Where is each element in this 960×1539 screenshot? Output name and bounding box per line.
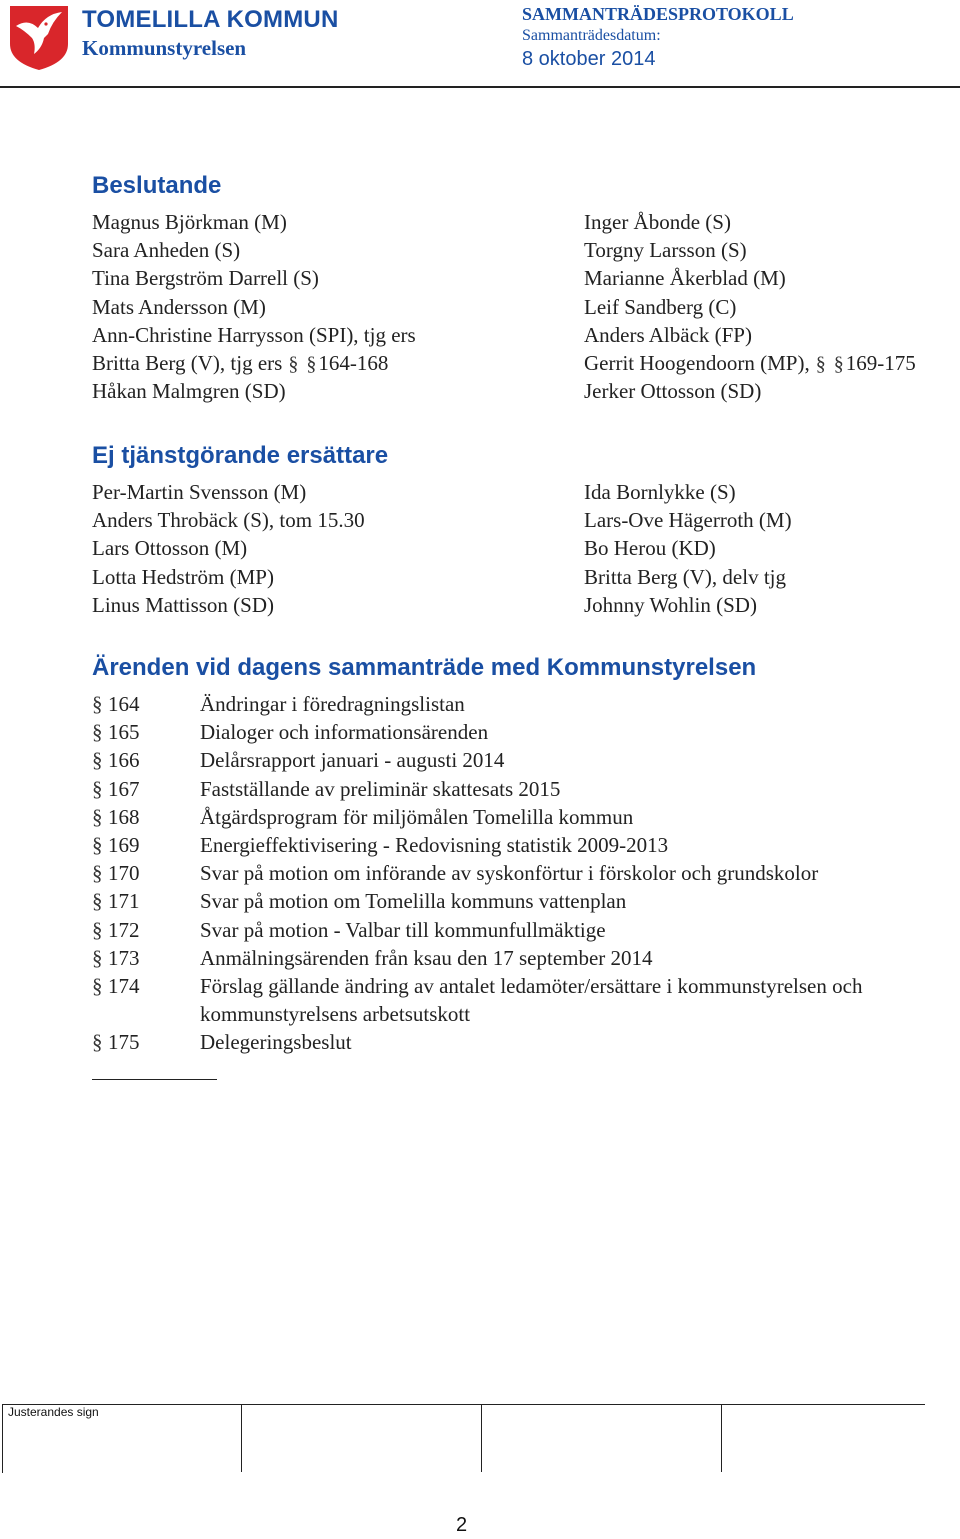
agenda-number: 175 (108, 1030, 140, 1055)
member-name: Ann-Christine Harrysson (SPI), tjg ers (92, 322, 416, 347)
agenda-number: 171 (108, 889, 140, 914)
agenda-title: Dialoger och informationsärenden (200, 720, 489, 745)
municipal-logo (8, 4, 70, 72)
member-row (92, 264, 416, 292)
substitute-name: Linus Mattisson (SD) (92, 592, 275, 617)
member-name: Magnus Björkman (M) (92, 210, 287, 234)
member-name: Sara Anheden (S) (92, 238, 241, 263)
section-symbol: § (833, 352, 844, 375)
section-symbol: § (92, 804, 103, 829)
section-symbol: § (815, 352, 826, 375)
section-symbol: § (92, 973, 103, 998)
section-symbol: § (92, 832, 103, 857)
signature-label: Justerandes sign (8, 1405, 99, 1419)
agenda-number: 172 (108, 917, 140, 942)
member-row (584, 349, 916, 377)
section-symbol: § (92, 889, 103, 914)
section-symbol: § (92, 720, 103, 745)
section-symbol: § (92, 917, 103, 942)
substitute-name: Lotta Hedström (MP) (92, 564, 274, 589)
substitute-name: Lars-Ove Hägerroth (M) (584, 508, 792, 533)
organization-name: TOMELILLA KOMMUN (82, 6, 339, 33)
document-type: SAMMANTRÄDESPROTOKOLL (522, 4, 794, 24)
substitute-name: Ida Bornlykke (S) (584, 480, 736, 504)
agenda-number: 166 (108, 748, 140, 773)
member-name: Torgny Larsson (S) (584, 238, 747, 263)
substitute-name: Per-Martin Svensson (M) (92, 480, 307, 504)
section-symbol: § (288, 352, 299, 375)
agenda-end-rule (92, 1079, 217, 1080)
agenda-title: Ändringar i föredragningslistan (200, 692, 465, 716)
member-row (92, 377, 416, 405)
agenda-title: Anmälningsärenden från ksau den 17 september 2014 (200, 945, 653, 970)
member-row (92, 349, 416, 377)
member-row (92, 321, 416, 349)
member-name: Jerker Ottosson (SD) (584, 379, 762, 404)
substitute-name: Britta Berg (V), delv tjg (584, 564, 786, 589)
signature-divider (241, 1404, 242, 1472)
heading-ersattare: Ej tjänstgörande ersättare (92, 442, 389, 469)
member-name: Anders Albäck (FP) (584, 322, 752, 347)
section-range: 169-175 (845, 350, 916, 375)
agenda-number: 168 (108, 804, 140, 829)
agenda-number: 169 (108, 832, 140, 857)
member-name: Tina Bergström Darrell (S) (92, 266, 319, 291)
member-row (584, 293, 916, 321)
substitute-name: Lars Ottosson (M) (92, 536, 248, 561)
signature-box (2, 1404, 925, 1473)
member-row (92, 236, 416, 264)
meeting-date: 8 oktober 2014 (522, 48, 656, 70)
section-range: 164-168 (318, 350, 389, 375)
page-number: 2 (456, 1514, 468, 1536)
agenda-title: Delegeringsbeslut (200, 1030, 352, 1055)
agenda-number: 173 (108, 945, 140, 970)
section-symbol: § (92, 748, 103, 773)
member-name: Leif Sandberg (C) (584, 294, 737, 319)
header-divider (0, 86, 960, 88)
member-name: Inger Åbonde (S) (584, 210, 731, 234)
agenda-number: 174 (108, 973, 140, 998)
heading-beslutande: Beslutande (92, 172, 222, 199)
substitute-name: Anders Throbäck (S), tom 15.30 (92, 508, 365, 533)
heading-arenden: Ärenden vid dagens sammanträde med Kommunstyrelsen (92, 654, 757, 681)
signature-divider (721, 1404, 722, 1472)
agenda-title: Svar på motion om införande av syskonförtur i förskolor och grundskolor (200, 861, 819, 886)
member-row (584, 236, 916, 264)
member-row (584, 208, 916, 236)
member-row (584, 321, 916, 349)
agenda-number: 164 (108, 692, 140, 716)
member-row (584, 377, 916, 405)
section-symbol: § (92, 861, 103, 886)
member-row (584, 264, 916, 292)
organization-unit: Kommunstyrelsen (82, 36, 247, 60)
agenda-number: 165 (108, 720, 140, 745)
shield-bird-icon (8, 4, 70, 72)
beslutande-right-column (584, 208, 916, 405)
member-name: Marianne Åkerblad (M) (584, 266, 786, 291)
agenda-title: Energieffektivisering - Redovisning statistik 2009-2013 (200, 832, 669, 857)
agenda-number: 167 (108, 776, 140, 801)
ersattare-left-column (92, 478, 365, 619)
agenda-title: Svar på motion om Tomelilla kommuns vattenplan (200, 889, 627, 914)
member-name: Mats Andersson (M) (92, 294, 266, 319)
meeting-date-label: Sammanträdesdatum: (522, 27, 661, 44)
agenda-title: Åtgärdsprogram för miljömålen Tomelilla kommun (200, 804, 634, 829)
agenda-title: Delårsrapport januari - augusti 2014 (200, 748, 505, 773)
section-symbol: § (92, 1030, 103, 1055)
section-symbol: § (306, 352, 317, 375)
member-name: Britta Berg (V), tjg ers (92, 350, 283, 375)
beslutande-left-column (92, 208, 416, 405)
section-symbol: § (92, 776, 103, 801)
substitute-name: Bo Herou (KD) (584, 536, 716, 561)
section-symbol: § (92, 945, 103, 970)
section-symbol: § (92, 692, 103, 716)
member-row (92, 208, 416, 236)
ersattare-right-column (584, 478, 792, 619)
agenda-title: Fastställande av preliminär skattesats 2015 (200, 776, 561, 801)
signature-divider (481, 1404, 482, 1472)
agenda-title: Svar på motion - Valbar till kommunfullmäktige (200, 917, 606, 942)
agenda-title: Förslag gällande ändring av antalet ledamöter/ersättare i kommunstyrelsen och kommunstyrelsens arbetsutskott (200, 973, 863, 1027)
substitute-name: Johnny Wohlin (SD) (584, 592, 757, 617)
member-row (92, 293, 416, 321)
member-name: Håkan Malmgren (SD) (92, 379, 286, 404)
member-name: Gerrit Hoogendoorn (MP), (584, 350, 810, 375)
agenda-number: 170 (108, 861, 140, 886)
